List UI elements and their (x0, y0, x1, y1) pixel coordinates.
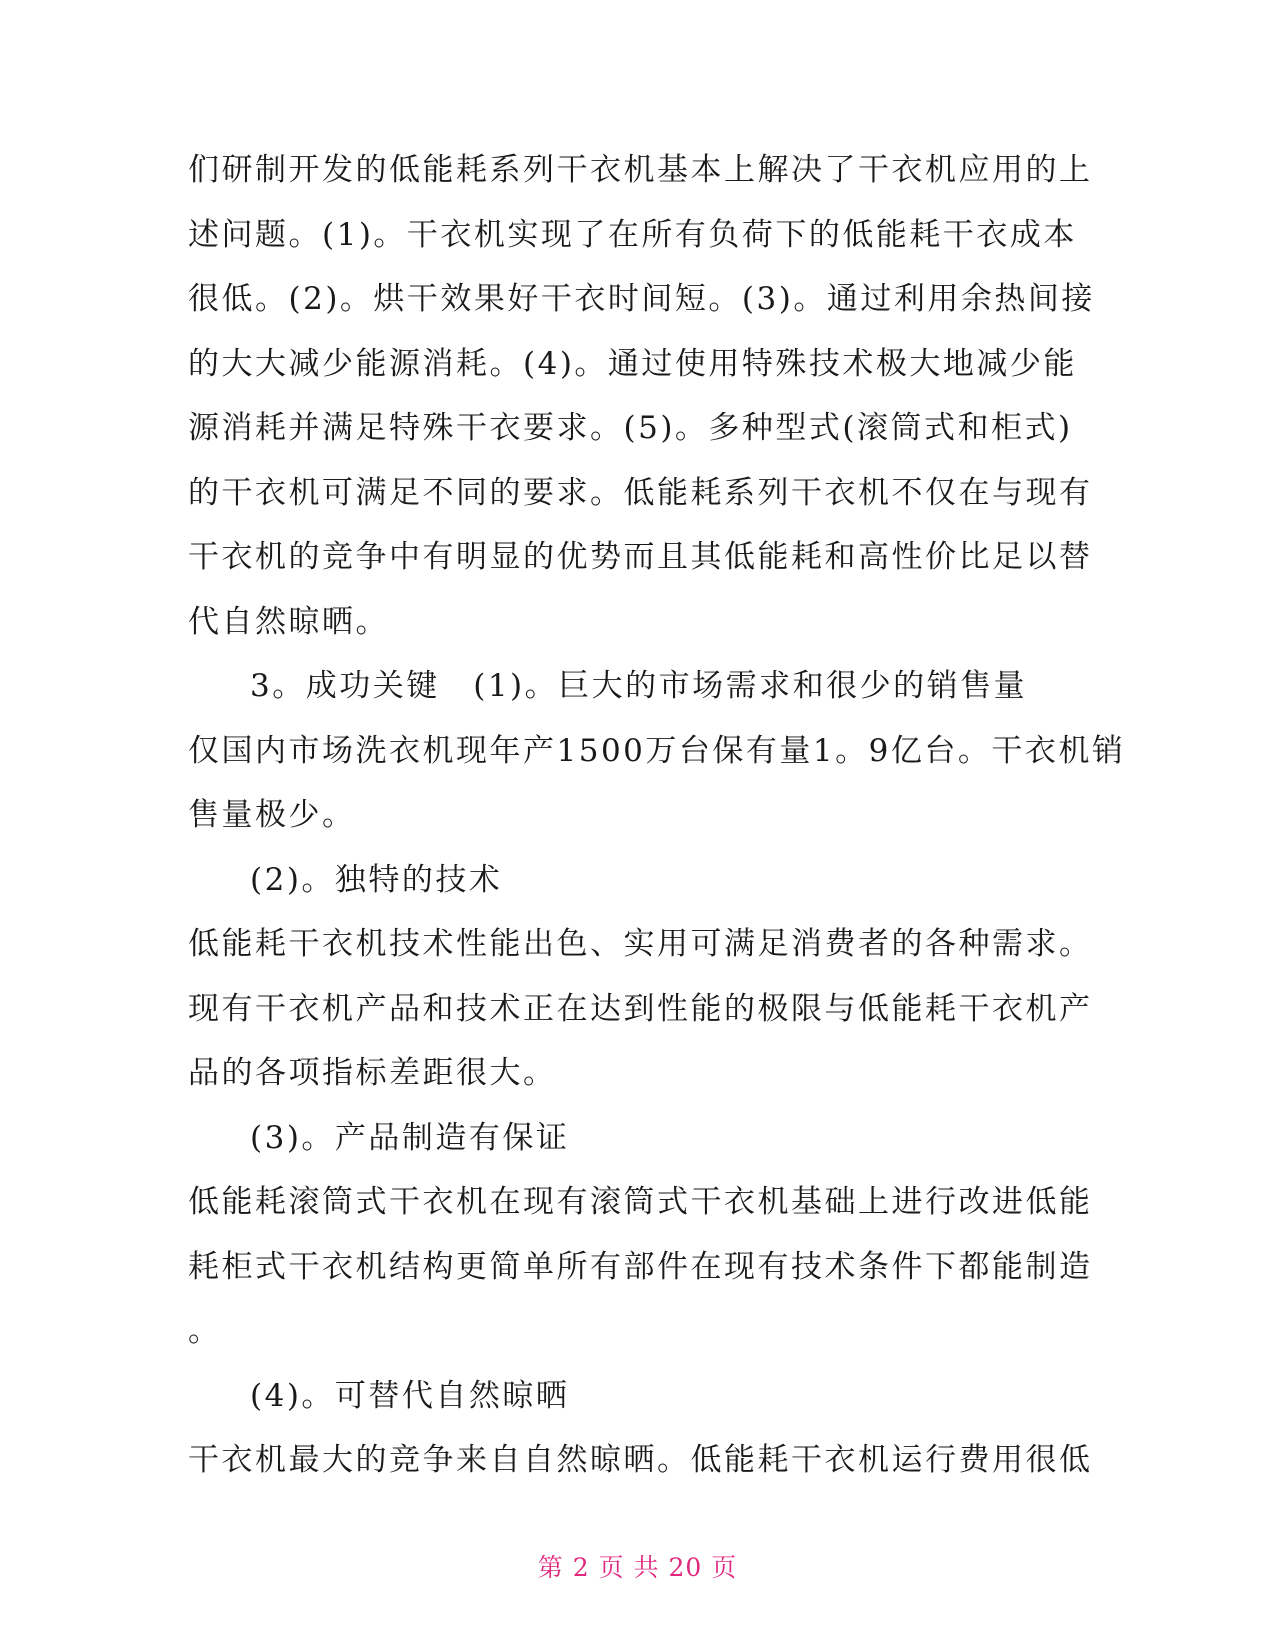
document-body (188, 138, 1126, 1493)
page-number-footer: 第 2 页 共 20 页 (537, 1553, 738, 1582)
text-line: 仅国内市场洗衣机现年产1500万台保有量1。9亿台。干衣机销 (188, 732, 1126, 769)
text-line: 干衣机最大的竞争来自自然晾晒。低能耗干衣机运行费用很低 (188, 1442, 1093, 1478)
section-heading: (4)。可替代自然晾晒 (250, 1377, 570, 1414)
text-line: 的大大减少能源消耗。(4)。通过使用特殊技术极大地减少能 (188, 345, 1077, 382)
text-line: 代自然晾晒。 (188, 603, 389, 640)
section-heading: (2)。独特的技术 (250, 861, 503, 898)
section-heading: 3。成功关键 (1)。巨大的市场需求和很少的销售量 (250, 668, 1028, 704)
text-line: 低能耗滚筒式干衣机在现有滚筒式干衣机基础上进行改进低能 (188, 1184, 1093, 1220)
text-line: 干衣机的竞争中有明显的优势而且其低能耗和高性价比足以替 (188, 539, 1093, 575)
text-line: 低能耗干衣机技术性能出色、实用可满足消费者的各种需求。 (188, 926, 1093, 962)
text-line: 。 (188, 1313, 222, 1349)
text-line: 现有干衣机产品和技术正在达到性能的极限与低能耗干衣机产 (188, 990, 1093, 1027)
text-line: 源消耗并满足特殊干衣要求。(5)。多种型式(滚筒式和柜式) (188, 410, 1073, 446)
text-line: 很低。(2)。烘干效果好干衣时间短。(3)。通过利用余热间接 (188, 281, 1095, 317)
text-line: 的干衣机可满足不同的要求。低能耗系列干衣机不仅在与现有 (188, 474, 1093, 511)
text-line: 们研制开发的低能耗系列干衣机基本上解决了干衣机应用的上 (188, 152, 1093, 188)
text-line: 述问题。(1)。干衣机实现了在所有负荷下的低能耗干衣成本 (188, 216, 1077, 253)
text-line: 耗柜式干衣机结构更简单所有部件在现有技术条件下都能制造 (188, 1248, 1093, 1285)
text-line: 售量极少。 (188, 797, 356, 833)
text-line: 品的各项指标差距很大。 (188, 1055, 557, 1091)
section-heading: (3)。产品制造有保证 (250, 1119, 570, 1156)
